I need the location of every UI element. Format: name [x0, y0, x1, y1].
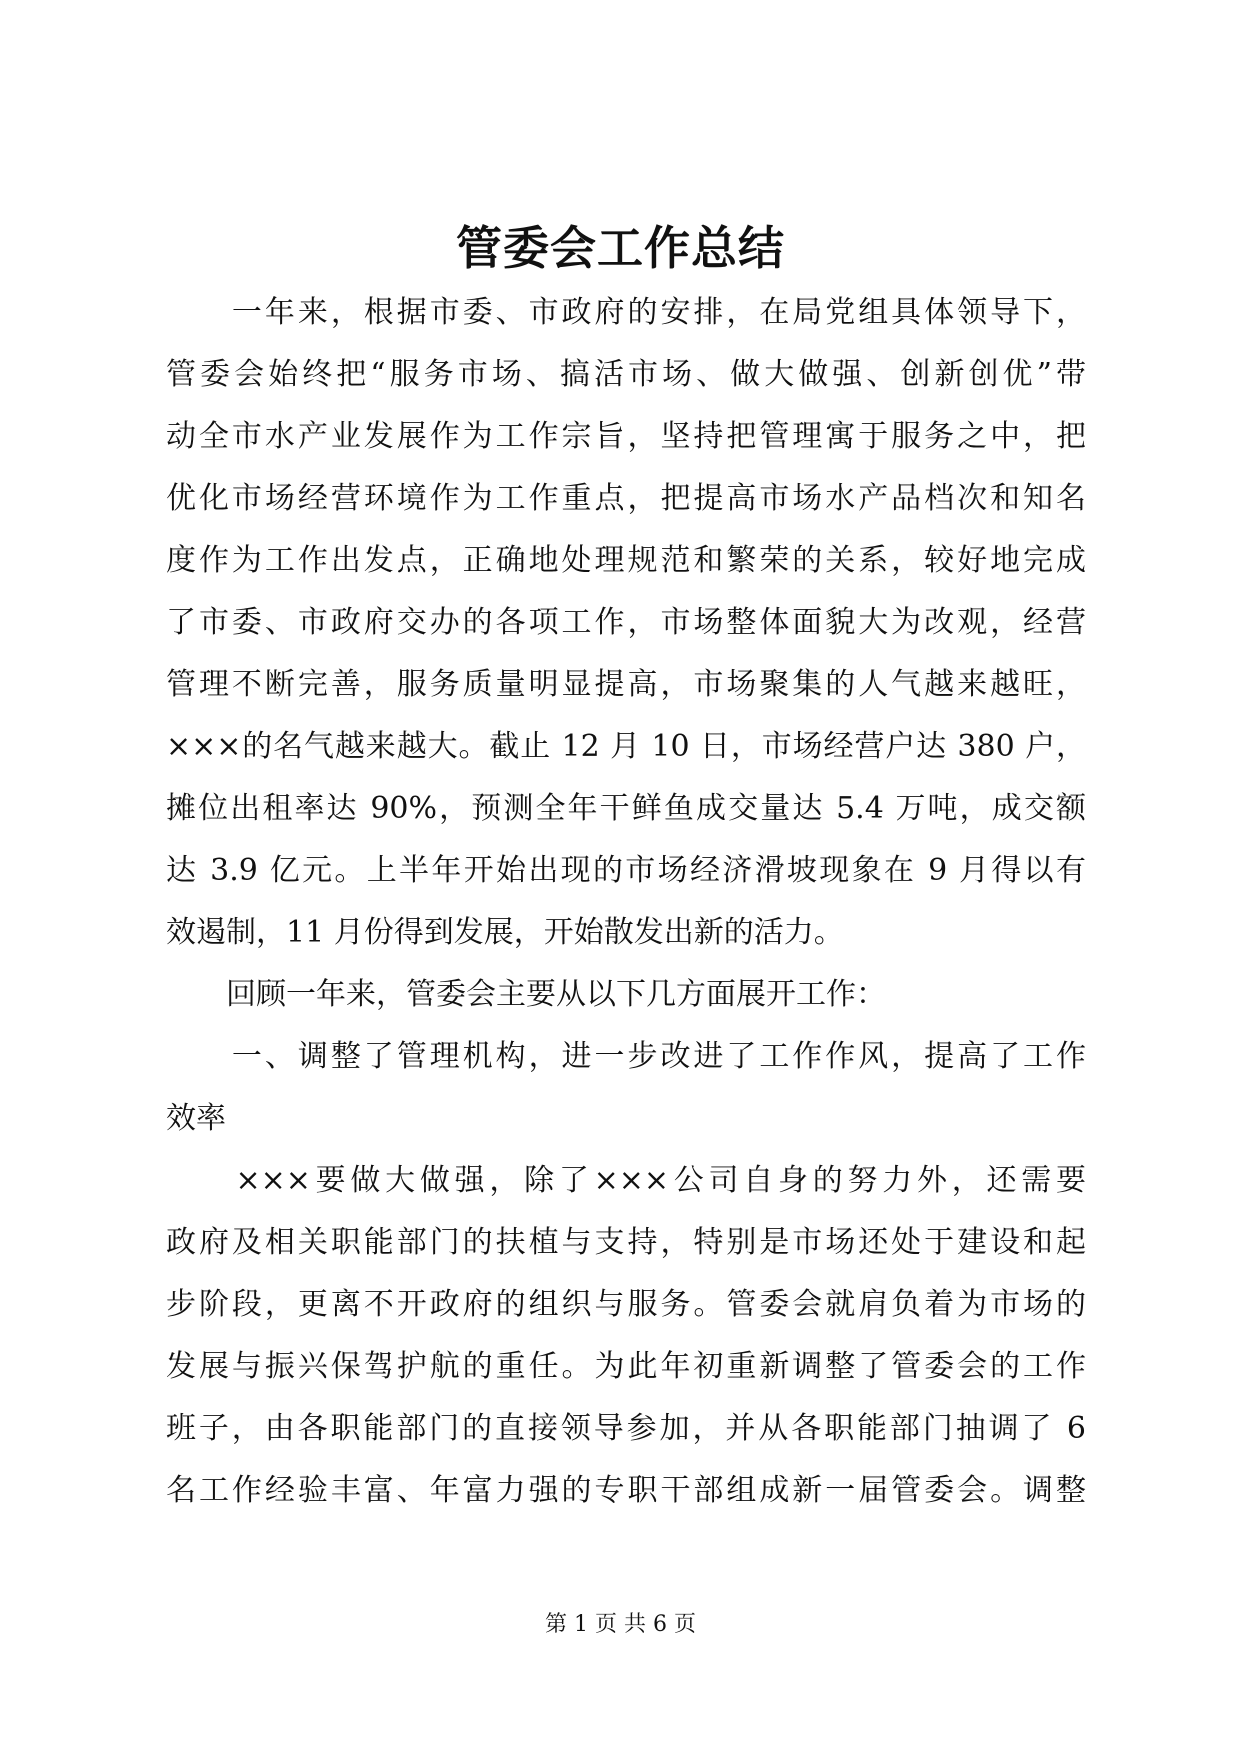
body-line: ×××的名气越来越大。截止 12 月 10 日，市场经营户达 380 户，: [166, 729, 1086, 764]
body-line: 效遏制，11 月份得到发展，开始散发出新的活力。: [166, 915, 844, 950]
body-line: 摊位出租率达 90%，预测全年干鲜鱼成交量达 5.4 万吨，成交额: [166, 791, 1086, 826]
body-line: 一、调整了管理机构，进一步改进了工作作风，提高了工作: [166, 1039, 1086, 1074]
body-line: 步阶段，更离不开政府的组织与服务。管委会就肩负着为市场的: [166, 1287, 1086, 1322]
body-line: 一年来，根据市委、市政府的安排，在局党组具体领导下，: [166, 295, 1086, 330]
body-line: 名工作经验丰富、年富力强的专职干部组成新一届管委会。调整: [166, 1473, 1086, 1508]
body-line: 了市委、市政府交办的各项工作，市场整体面貌大为改观，经营: [166, 605, 1086, 640]
body-line: 发展与振兴保驾护航的重任。为此年初重新调整了管委会的工作: [166, 1349, 1086, 1384]
body-line: 效率: [166, 1101, 226, 1136]
body-line: 管委会始终把“服务市场、搞活市场、做大做强、创新创优”带: [166, 357, 1086, 392]
body-line: 优化市场经营环境作为工作重点，把提高市场水产品档次和知名: [166, 481, 1086, 516]
body-line: ×××要做大做强，除了×××公司自身的努力外，还需要: [166, 1163, 1086, 1198]
page-footer: 第 1 页 共 6 页: [545, 1612, 696, 1637]
document-body: [166, 282, 1086, 1522]
body-line: 度作为工作出发点，正确地处理规范和繁荣的关系，较好地完成: [166, 543, 1086, 578]
document-title: 管委会工作总结: [456, 221, 785, 275]
body-line: 管理不断完善，服务质量明显提高，市场聚集的人气越来越旺，: [166, 667, 1086, 702]
body-line: 动全市水产业发展作为工作宗旨，坚持把管理寓于服务之中，把: [166, 419, 1086, 454]
body-line: 回顾一年来，管委会主要从以下几方面展开工作：: [166, 977, 886, 1012]
body-line: 达 3.9 亿元。上半年开始出现的市场经济滑坡现象在 9 月得以有: [166, 853, 1086, 888]
body-line: 政府及相关职能部门的扶植与支持，特别是市场还处于建设和起: [166, 1225, 1086, 1260]
body-line: 班子，由各职能部门的直接领导参加，并从各职能部门抽调了 6: [166, 1411, 1086, 1446]
